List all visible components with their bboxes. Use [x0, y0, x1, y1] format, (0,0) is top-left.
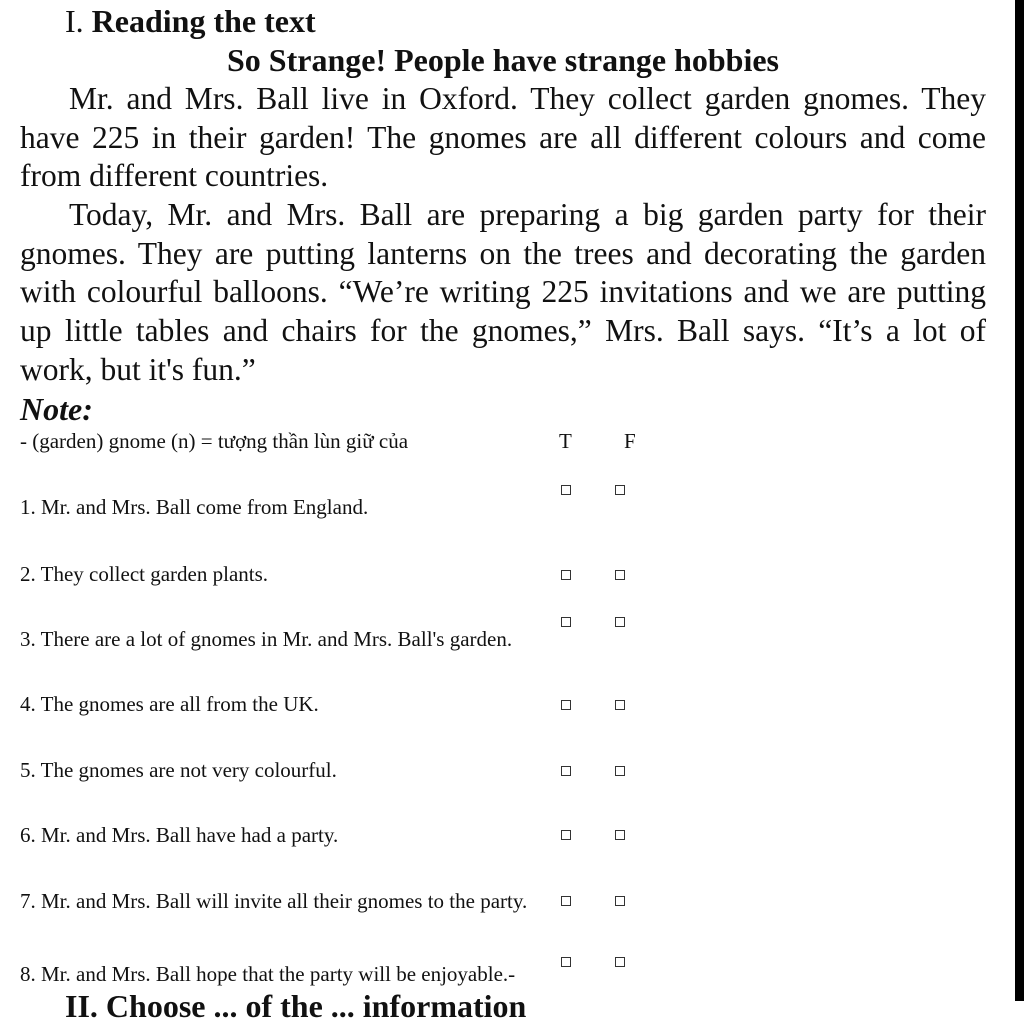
- section-number: I.: [65, 3, 84, 39]
- true-column-header: T: [559, 429, 572, 453]
- paragraph-2: Today, Mr. and Mrs. Ball are preparing a big garden party for their gnomes. They are putting lanterns on the trees and decorating the garden with colourful balloons. “We’re writing 225 invitations and we are putting up little tables and chairs for the gnomes,” Mrs. Ball says. “It’s a lot of work, but it's fun.”: [20, 197, 986, 387]
- q5-false-checkbox[interactable]: [615, 766, 625, 776]
- q6-true-checkbox[interactable]: [561, 830, 571, 840]
- q1-true-checkbox[interactable]: [561, 485, 571, 495]
- question-1: 1. Mr. and Mrs. Ball come from England.: [20, 495, 369, 519]
- q4-false-checkbox[interactable]: [615, 700, 625, 710]
- question-2: 2. They collect garden plants.: [20, 562, 269, 586]
- note-label: Note:: [20, 391, 93, 427]
- q3-true-checkbox[interactable]: [561, 617, 571, 627]
- question-6: 6. Mr. and Mrs. Ball have had a party.: [20, 823, 339, 847]
- page-right-border: [1015, 0, 1024, 1001]
- section-title: Reading the text: [91, 3, 316, 39]
- question-3: 3. There are a lot of gnomes in Mr. and Mrs. Ball's garden.: [20, 627, 513, 651]
- q1-false-checkbox[interactable]: [615, 485, 625, 495]
- q2-true-checkbox[interactable]: [561, 570, 571, 580]
- q5-true-checkbox[interactable]: [561, 766, 571, 776]
- vocabulary-gloss: - (garden) gnome (n) = tượng thần lùn giữ của: [20, 429, 409, 453]
- q3-false-checkbox[interactable]: [615, 617, 625, 627]
- q7-false-checkbox[interactable]: [615, 896, 625, 906]
- q6-false-checkbox[interactable]: [615, 830, 625, 840]
- q8-false-checkbox[interactable]: [615, 957, 625, 967]
- next-section-heading-cut: II. Choose ... of the ... information: [65, 988, 527, 1024]
- question-5: 5. The gnomes are not very colourful.: [20, 758, 337, 782]
- section-heading: [65, 1, 316, 41]
- question-4: 4. The gnomes are all from the UK.: [20, 692, 319, 716]
- q2-false-checkbox[interactable]: [615, 570, 625, 580]
- q7-true-checkbox[interactable]: [561, 896, 571, 906]
- question-7: 7. Mr. and Mrs. Ball will invite all their gnomes to the party.: [20, 889, 528, 913]
- paragraph-1: Mr. and Mrs. Ball live in Oxford. They collect garden gnomes. They have 225 in their garden! The gnomes are all different colours and come from different countries.: [20, 81, 986, 194]
- passage-title: So Strange! People have strange hobbies: [227, 42, 779, 78]
- question-8: 8. Mr. and Mrs. Ball hope that the party will be enjoyable.-: [20, 962, 516, 986]
- false-column-header: F: [624, 429, 636, 453]
- q8-true-checkbox[interactable]: [561, 957, 571, 967]
- q4-true-checkbox[interactable]: [561, 700, 571, 710]
